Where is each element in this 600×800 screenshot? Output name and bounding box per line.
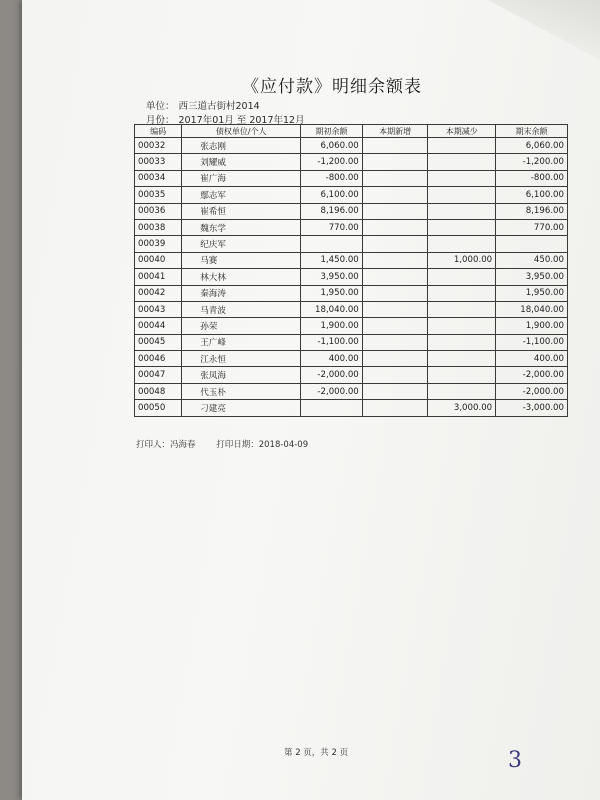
column-header: 债权单位/个人 <box>182 125 301 138</box>
decrease-cell <box>428 187 496 203</box>
creditor-cell: 刘耀威 <box>182 154 301 170</box>
increase-cell <box>362 318 428 334</box>
table-row <box>135 318 568 334</box>
opening-balance-cell: -2,000.00 <box>301 367 363 383</box>
opening-balance-cell: 770.00 <box>301 219 363 235</box>
period-value: 2017年01月 至 2017年12月 <box>178 115 305 126</box>
closing-balance-cell: 18,040.00 <box>496 301 568 317</box>
creditor-cell: 江永恒 <box>182 351 301 367</box>
increase-cell <box>362 203 428 219</box>
opening-balance-cell: -2,000.00 <box>301 383 363 399</box>
opening-balance-cell: 8,196.00 <box>301 203 363 219</box>
decrease-cell: 1,000.00 <box>428 252 496 268</box>
creditor-cell: 魏东学 <box>182 219 301 235</box>
decrease-cell <box>428 301 496 317</box>
creditor-cell: 林大林 <box>182 269 301 285</box>
increase-cell <box>362 252 428 268</box>
creditor-cell: 崔希恒 <box>182 203 301 219</box>
print-date: 打印日期：2018-04-09 <box>216 440 309 450</box>
decrease-cell <box>428 219 496 235</box>
table-row <box>135 383 568 399</box>
creditor-cell: 鄢志军 <box>182 187 301 203</box>
closing-balance-cell: -3,000.00 <box>496 400 568 416</box>
creditor-cell: 纪庆军 <box>182 236 301 252</box>
increase-cell <box>362 301 428 317</box>
table-row <box>135 138 568 154</box>
decrease-cell <box>428 351 496 367</box>
opening-balance-cell: 6,100.00 <box>301 187 363 203</box>
closing-balance-cell: 400.00 <box>496 351 568 367</box>
code-cell: 00047 <box>135 367 182 383</box>
decrease-cell <box>428 269 496 285</box>
increase-cell <box>362 219 428 235</box>
decrease-cell <box>428 334 496 350</box>
increase-cell <box>362 351 428 367</box>
table-row <box>135 187 568 203</box>
handwritten-mark: 3 <box>508 748 522 773</box>
opening-balance-cell: 18,040.00 <box>301 301 363 317</box>
code-cell: 00038 <box>135 219 182 235</box>
opening-balance-cell: 1,950.00 <box>301 285 363 301</box>
table-row <box>135 367 568 383</box>
closing-balance-cell: 6,060.00 <box>496 138 568 154</box>
code-cell: 00042 <box>135 285 182 301</box>
code-cell: 00045 <box>135 334 182 350</box>
increase-cell <box>362 138 428 154</box>
code-cell: 00035 <box>135 187 182 203</box>
closing-balance-cell: 6,100.00 <box>496 187 568 203</box>
column-header: 期初余额 <box>301 125 363 138</box>
table-row <box>135 269 568 285</box>
table-row <box>135 203 568 219</box>
print-info <box>136 438 326 450</box>
report-title: 《应付款》明细余额表 <box>242 77 422 97</box>
closing-balance-cell: -1,200.00 <box>496 154 568 170</box>
unit-value: 西三道古街村2014 <box>178 101 260 112</box>
decrease-cell <box>428 285 496 301</box>
increase-cell <box>362 367 428 383</box>
code-cell: 00032 <box>135 138 182 154</box>
decrease-cell <box>428 367 496 383</box>
code-cell: 00044 <box>135 318 182 334</box>
table-header-row <box>135 125 568 138</box>
table-row <box>135 285 568 301</box>
creditor-cell: 秦海涛 <box>182 285 301 301</box>
code-cell: 00039 <box>135 236 182 252</box>
decrease-cell <box>428 138 496 154</box>
closing-balance-cell: -1,100.00 <box>496 334 568 350</box>
period-label: 月份： <box>146 115 175 126</box>
table-row <box>135 252 568 268</box>
column-header: 本期减少 <box>428 125 496 138</box>
closing-balance-cell: 8,196.00 <box>496 203 568 219</box>
ledger-table <box>134 124 568 417</box>
decrease-cell <box>428 170 496 186</box>
increase-cell <box>362 400 428 416</box>
printer-label: 打印人：冯海春 <box>136 440 196 450</box>
page-indicator: 第 2 页，共 2 页 <box>284 748 349 758</box>
closing-balance-cell: 3,950.00 <box>496 269 568 285</box>
increase-cell <box>362 236 428 252</box>
column-header: 本期新增 <box>362 125 428 138</box>
table-row <box>135 351 568 367</box>
table-row <box>135 154 568 170</box>
code-cell: 00050 <box>135 400 182 416</box>
closing-balance-cell: 450.00 <box>496 252 568 268</box>
closing-balance-cell: 1,950.00 <box>496 285 568 301</box>
column-header: 期末余额 <box>496 125 568 138</box>
opening-balance-cell: -1,100.00 <box>301 334 363 350</box>
creditor-cell: 崔广海 <box>182 170 301 186</box>
opening-balance-cell: 400.00 <box>301 351 363 367</box>
opening-balance-cell: 1,900.00 <box>301 318 363 334</box>
code-cell: 00048 <box>135 383 182 399</box>
increase-cell <box>362 170 428 186</box>
table-row <box>135 236 568 252</box>
creditor-cell: 马青波 <box>182 301 301 317</box>
decrease-cell <box>428 203 496 219</box>
creditor-cell: 孙荣 <box>182 318 301 334</box>
opening-balance-cell: -1,200.00 <box>301 154 363 170</box>
code-cell: 00033 <box>135 154 182 170</box>
closing-balance-cell: -2,000.00 <box>496 383 568 399</box>
creditor-cell: 张志刚 <box>182 138 301 154</box>
closing-balance-cell: 1,900.00 <box>496 318 568 334</box>
opening-balance-cell: 6,060.00 <box>301 138 363 154</box>
increase-cell <box>362 269 428 285</box>
column-header: 编码 <box>135 125 182 138</box>
closing-balance-cell: -800.00 <box>496 170 568 186</box>
creditor-cell: 代玉朴 <box>182 383 301 399</box>
code-cell: 00034 <box>135 170 182 186</box>
page-fold <box>460 0 600 60</box>
increase-cell <box>362 187 428 203</box>
increase-cell <box>362 285 428 301</box>
opening-balance-cell <box>301 400 363 416</box>
table-row <box>135 400 568 416</box>
table-row <box>135 301 568 317</box>
opening-balance-cell: 1,450.00 <box>301 252 363 268</box>
decrease-cell <box>428 154 496 170</box>
opening-balance-cell: -800.00 <box>301 170 363 186</box>
increase-cell <box>362 154 428 170</box>
table-row <box>135 170 568 186</box>
decrease-cell <box>428 318 496 334</box>
decrease-cell <box>428 383 496 399</box>
increase-cell <box>362 383 428 399</box>
decrease-cell: 3,000.00 <box>428 400 496 416</box>
opening-balance-cell: 3,950.00 <box>301 269 363 285</box>
closing-balance-cell <box>496 236 568 252</box>
document-page <box>22 0 600 800</box>
decrease-cell <box>428 236 496 252</box>
closing-balance-cell: 770.00 <box>496 219 568 235</box>
code-cell: 00046 <box>135 351 182 367</box>
code-cell: 00043 <box>135 301 182 317</box>
code-cell: 00041 <box>135 269 182 285</box>
table-row <box>135 334 568 350</box>
table-body <box>135 138 568 417</box>
code-cell: 00036 <box>135 203 182 219</box>
table-row <box>135 219 568 235</box>
closing-balance-cell: -2,000.00 <box>496 367 568 383</box>
creditor-cell: 马赛 <box>182 252 301 268</box>
opening-balance-cell <box>301 236 363 252</box>
creditor-cell: 王广峰 <box>182 334 301 350</box>
creditor-cell: 刁建亮 <box>182 400 301 416</box>
code-cell: 00040 <box>135 252 182 268</box>
increase-cell <box>362 334 428 350</box>
unit-label: 单位： <box>146 101 175 112</box>
unit-line <box>146 98 264 112</box>
creditor-cell: 张凤海 <box>182 367 301 383</box>
